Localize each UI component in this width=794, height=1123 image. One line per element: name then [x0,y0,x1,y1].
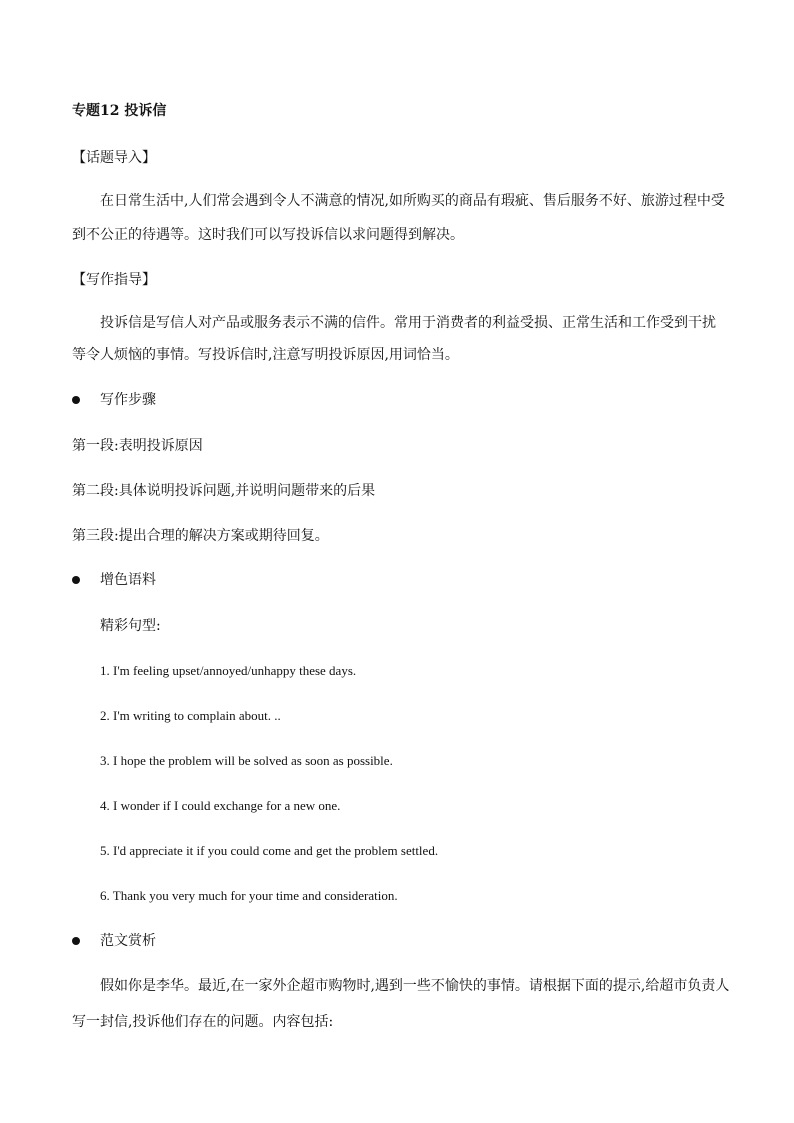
example-paragraph-line-2: 写一封信,投诉他们存在的问题。内容包括: [72,1014,334,1030]
bullet-dot-icon [72,937,80,945]
bullet-label-example: 范文赏析 [100,933,156,949]
bullet-label-steps: 写作步骤 [100,392,156,408]
bullet-label-phrases: 增色语料 [100,572,156,588]
example-paragraph-line-1: 假如你是李华。最近,在一家外企超市购物时,遇到一些不愉快的事情。请根据下面的提示,给超市负责人 [100,978,730,994]
guide-paragraph-line-2: 等令人烦恼的事情。写投诉信时,注意写明投诉原因,用词恰当。 [72,347,459,363]
guide-paragraph-line-1: 投诉信是写信人对产品或服务表示不满的信件。常用于消费者的利益受损、正常生活和工作受到干扰 [100,315,716,331]
intro-paragraph-line-1: 在日常生活中,人们常会遇到令人不满意的情况,如所购买的商品有瑕疵、售后服务不好、旅游过程中受 [100,193,725,209]
intro-paragraph-line-2: 到不公正的待遇等。这时我们可以写投诉信以求问题得到解决。 [72,227,464,243]
sentence-item: 2. I'm writing to complain about. .. [100,708,281,723]
section-heading-guide: 【写作指导】 [72,272,156,288]
step-item: 第一段:表明投诉原因 [72,438,203,454]
bullet-dot-icon [72,576,80,584]
sentence-item: 3. I hope the problem will be solved as soon as possible. [100,753,393,768]
step-item: 第三段:提出合理的解决方案或期待回复。 [72,528,329,544]
phrases-subheading: 精彩句型: [100,618,161,634]
bullet-dot-icon [72,396,80,404]
page-title: 专题12 投诉信 [72,103,167,119]
sentence-item: 1. I'm feeling upset/annoyed/unhappy these days. [100,663,357,678]
sentence-item: 4. I wonder if I could exchange for a new one. [100,798,341,813]
step-item: 第二段:具体说明投诉问题,并说明问题带来的后果 [72,483,376,499]
sentence-item: 5. I'd appreciate it if you could come and get the problem settled. [100,843,439,858]
section-heading-intro: 【话题导入】 [72,150,156,166]
sentence-item: 6. Thank you very much for your time and consideration. [100,888,398,903]
